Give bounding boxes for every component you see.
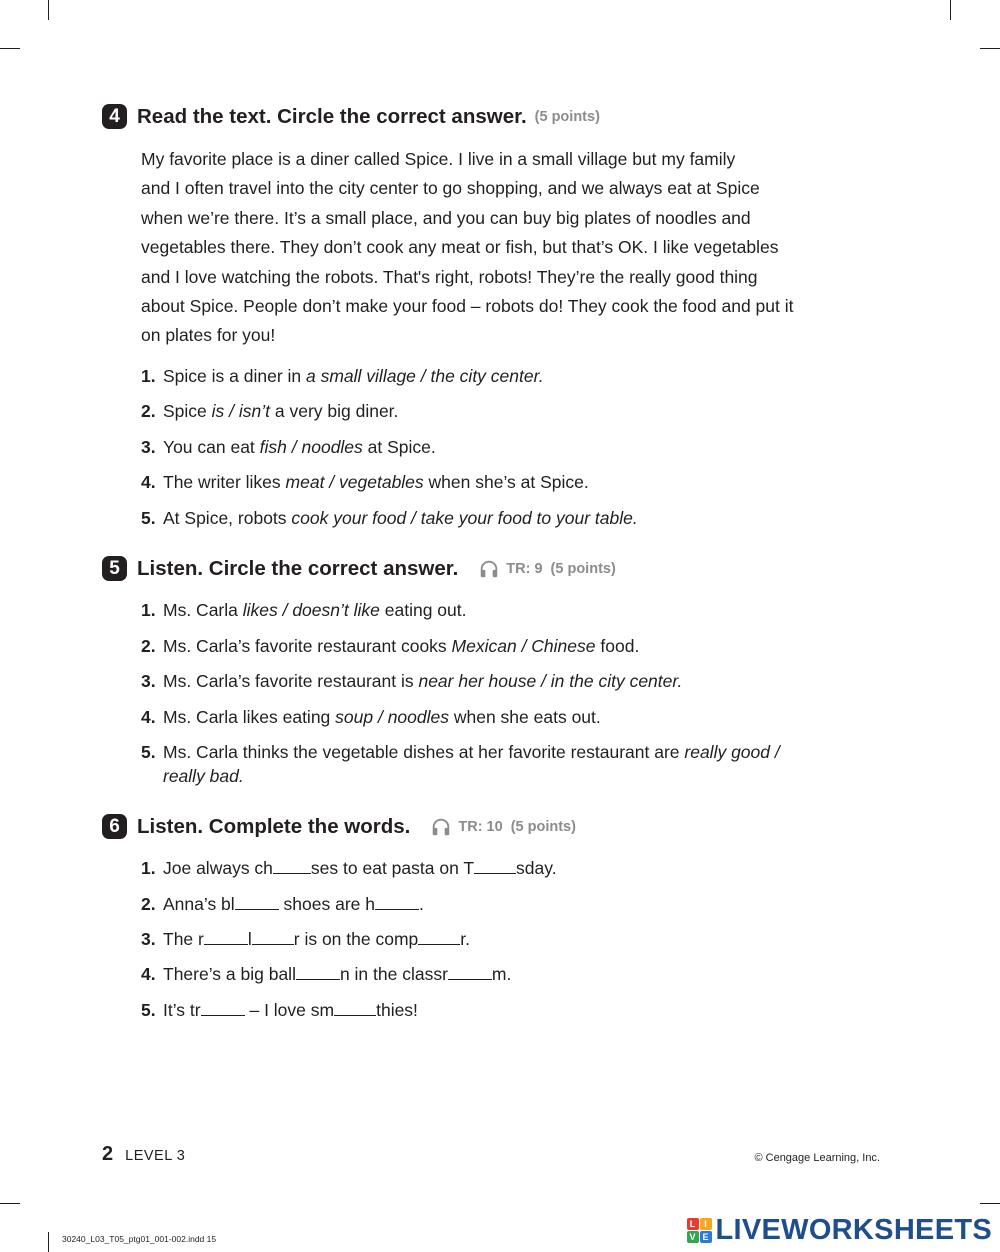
- passage-line: about Spice. People don’t make your food – robots do! They cook the food and put it: [141, 296, 794, 317]
- liveworksheets-logo[interactable]: [687, 1214, 993, 1247]
- blank-input[interactable]: [418, 929, 460, 945]
- headphones-icon: [430, 816, 452, 838]
- blank-input[interactable]: [252, 929, 294, 945]
- word-fragment: It’s tr: [163, 1000, 201, 1020]
- question-item: [141, 506, 638, 530]
- question-item: [141, 634, 639, 658]
- reading-passage: [141, 145, 886, 351]
- blank-input[interactable]: [204, 929, 248, 945]
- word-fragment: sday.: [516, 858, 557, 878]
- logo-tiles: [687, 1218, 712, 1243]
- word-fragment: r is on the comp: [293, 929, 419, 949]
- page-number: 2: [102, 1143, 114, 1165]
- word-fragment: ses to eat pasta on T: [310, 858, 475, 878]
- passage-line: vegetables there. They don’t cook any meat or fish, but that’s OK. I like vegetables: [141, 237, 779, 258]
- answer-choice[interactable]: Mexican / Chinese: [451, 636, 596, 656]
- question-number: 5.: [141, 742, 156, 762]
- crop-mark: [48, 0, 49, 20]
- logo-tile: I: [700, 1218, 712, 1230]
- question-number: 4.: [141, 707, 156, 727]
- brand-name: LIVEWORKSHEETS: [715, 1214, 992, 1246]
- question-item: [141, 740, 780, 764]
- question-text: Ms. Carla thinks the vegetable dishes at her favorite restaurant are: [163, 742, 685, 762]
- question-item: [141, 470, 589, 494]
- passage-line: My favorite place is a diner called Spice. I live in a small village but my family: [141, 149, 736, 169]
- answer-choice[interactable]: fish / noodles: [259, 437, 363, 457]
- question-number: 4.: [141, 964, 156, 984]
- crop-mark: [980, 1203, 1000, 1204]
- word-fragment: Anna’s bl: [163, 894, 235, 914]
- blank-input[interactable]: [235, 894, 279, 910]
- crop-mark: [0, 1203, 20, 1204]
- logo-tile: E: [700, 1231, 712, 1243]
- crop-mark: [48, 1232, 49, 1252]
- blank-input[interactable]: [296, 964, 340, 980]
- section-number-badge: 4: [102, 104, 127, 129]
- track-label: TR: 10: [458, 818, 503, 835]
- word-fragment: l: [247, 929, 252, 949]
- section-title: Listen. Complete the words.: [137, 814, 411, 838]
- question-item: [141, 669, 682, 693]
- blank-input[interactable]: [375, 894, 419, 910]
- passage-line: and I love watching the robots. That's right, robots! They’re the really good thing: [141, 266, 758, 287]
- question-number: 3.: [141, 671, 156, 691]
- answer-choice[interactable]: a small village / the city center.: [306, 366, 544, 386]
- section-5-header: [102, 556, 616, 581]
- question-text: Ms. Carla’s favorite restaurant cooks: [163, 636, 452, 656]
- question-text: a very big diner.: [270, 401, 399, 421]
- answer-choice[interactable]: cook your food / take your food to your table.: [291, 508, 638, 528]
- question-text: when she’s at Spice.: [423, 472, 589, 492]
- blank-input[interactable]: [474, 858, 516, 874]
- page-footer: [102, 1143, 185, 1166]
- crop-mark: [950, 0, 951, 20]
- headphones-icon: [478, 558, 500, 580]
- question-item: [141, 435, 436, 459]
- points-label: (5 points): [510, 818, 576, 835]
- copyright: © Cengage Learning, Inc.: [754, 1152, 880, 1164]
- blank-input[interactable]: [201, 1000, 245, 1016]
- answer-choice[interactable]: really good /: [684, 742, 780, 762]
- question-item: [141, 705, 601, 729]
- question-text: At Spice, robots: [163, 508, 292, 528]
- word-fragment: The r: [163, 929, 204, 949]
- track-label: TR: 9: [506, 560, 543, 577]
- word-fragment: shoes are h: [278, 894, 375, 914]
- question-number: 5.: [141, 1000, 156, 1020]
- question-item: [141, 998, 418, 1022]
- question-text: Ms. Carla likes eating: [163, 707, 336, 727]
- passage-line: on plates for you!: [141, 325, 276, 346]
- answer-choice[interactable]: is / isn’t: [211, 401, 270, 421]
- blank-input[interactable]: [273, 858, 311, 874]
- word-fragment: – I love sm: [244, 1000, 335, 1020]
- word-fragment: r.: [460, 929, 470, 949]
- word-fragment: Joe always ch: [163, 858, 273, 878]
- question-text: Spice: [163, 401, 212, 421]
- question-text: when she eats out.: [449, 707, 601, 727]
- section-number-badge: 6: [102, 814, 127, 839]
- word-fragment: There’s a big ball: [163, 964, 296, 984]
- answer-choice[interactable]: meat / vegetables: [285, 472, 424, 492]
- question-text: Ms. Carla’s favorite restaurant is: [163, 671, 419, 691]
- question-item: [141, 962, 511, 986]
- points-label: (5 points): [550, 560, 616, 577]
- file-slug: 30240_L03_T05_ptg01_001-002.indd 15: [62, 1234, 217, 1244]
- section-title: Listen. Circle the correct answer.: [137, 556, 459, 580]
- crop-mark: [0, 48, 20, 49]
- question-text: The writer likes: [163, 472, 286, 492]
- level-label: LEVEL 3: [125, 1148, 186, 1164]
- question-number: 1.: [141, 600, 156, 620]
- passage-line: when we’re there. It’s a small place, and you can buy big plates of noodles and: [141, 207, 751, 228]
- question-text: eating out.: [379, 600, 467, 620]
- question-item: [141, 399, 398, 423]
- question-number: 3.: [141, 437, 156, 457]
- question-number: 4.: [141, 472, 156, 492]
- question-text: Ms. Carla: [163, 600, 243, 620]
- question-text: You can eat: [163, 437, 260, 457]
- word-fragment: .: [419, 894, 424, 914]
- answer-choice[interactable]: really bad.: [163, 766, 244, 786]
- points-label: (5 points): [534, 108, 600, 125]
- question-number: 3.: [141, 929, 156, 949]
- question-number: 2.: [141, 636, 156, 656]
- question-number: 2.: [141, 401, 156, 421]
- section-number-badge: 5: [102, 556, 127, 581]
- question-text: Spice is a diner in: [163, 366, 306, 386]
- question-item: [141, 927, 470, 951]
- section-title: Read the text. Circle the correct answer.: [137, 104, 527, 128]
- question-number: 1.: [141, 858, 156, 878]
- blank-input[interactable]: [448, 964, 492, 980]
- question-text: food.: [595, 636, 640, 656]
- question-number: 1.: [141, 366, 156, 386]
- section-6-header: [102, 814, 576, 839]
- logo-tile: V: [687, 1231, 699, 1243]
- word-fragment: n in the classr: [339, 964, 448, 984]
- question-item: [141, 364, 544, 388]
- answer-choice[interactable]: soup / noodles: [335, 707, 449, 727]
- question-number: 2.: [141, 894, 156, 914]
- passage-line: and I often travel into the city center to go shopping, and we always eat at Spice: [141, 178, 760, 199]
- section-4-header: [102, 104, 600, 129]
- question-number: 5.: [141, 508, 156, 528]
- logo-tile: L: [687, 1218, 699, 1230]
- question-item: [141, 892, 424, 916]
- answer-choice[interactable]: likes / doesn’t like: [242, 600, 380, 620]
- question-item: [141, 856, 557, 880]
- question-item: [141, 598, 467, 622]
- question-text: at Spice.: [362, 437, 436, 457]
- word-fragment: thies!: [376, 1000, 418, 1020]
- answer-choice[interactable]: near her house / in the city center.: [418, 671, 683, 691]
- word-fragment: m.: [491, 964, 512, 984]
- question-continuation: [163, 764, 244, 788]
- blank-input[interactable]: [334, 1000, 376, 1016]
- crop-mark: [980, 48, 1000, 49]
